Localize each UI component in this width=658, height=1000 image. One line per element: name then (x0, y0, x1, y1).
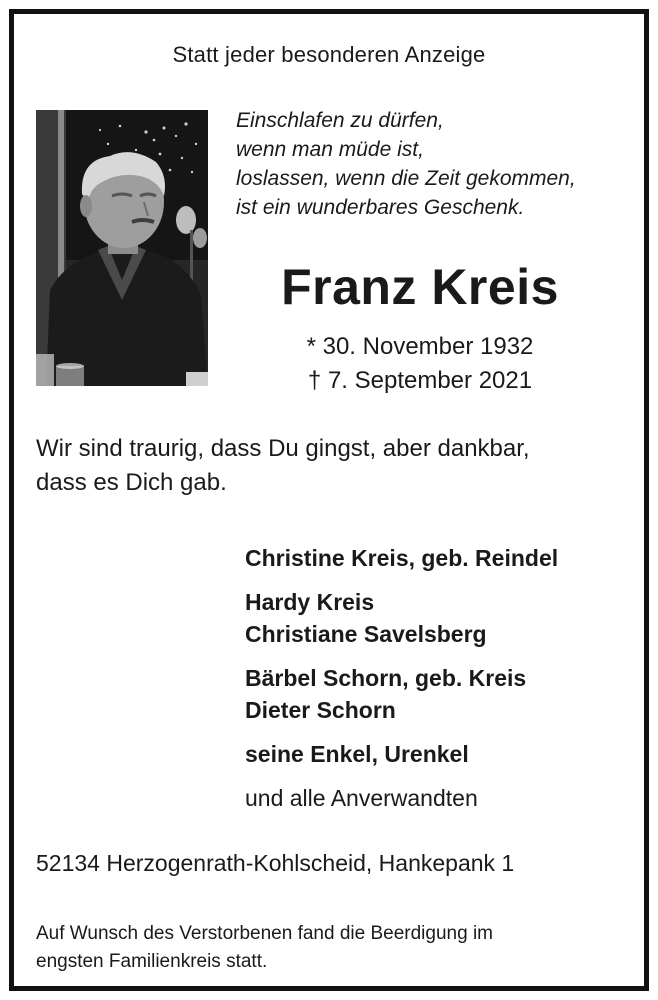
portrait-photo (36, 110, 208, 386)
quote-line: dass es Dich gab. (36, 469, 227, 496)
poem (236, 106, 576, 222)
family-member: Bärbel Schorn, geb. Kreis (245, 665, 527, 691)
family-member: Christiane Savelsberg (245, 621, 487, 647)
family-member: Christine Kreis, geb. Reindel (245, 545, 559, 571)
deceased-name: Franz Kreis (281, 259, 559, 315)
family-member: Hardy Kreis (245, 589, 375, 615)
family-group (245, 662, 558, 726)
poem-line: Einschlafen zu dürfen, (236, 109, 444, 132)
header-line: Statt jeder besonderen Anzeige (172, 42, 486, 67)
address: 52134 Herzogenrath-Kohlscheid, Hankepank 1 (36, 850, 515, 876)
family-group (245, 542, 558, 574)
portrait-photo-icon (36, 110, 208, 386)
poem-line: wenn man müde ist, (236, 138, 424, 161)
quote-line: Wir sind traurig, dass Du gingst, aber dankbar, (36, 435, 530, 462)
relatives-line: und alle Anverwandten (245, 785, 478, 811)
family-group (245, 738, 558, 770)
death-date: † 7. September 2021 (307, 367, 533, 394)
birth-date: * 30. November 1932 (306, 333, 534, 360)
family-group (245, 586, 558, 650)
life-dates (210, 330, 630, 398)
note-line: engsten Familienkreis statt. (36, 951, 268, 972)
memorial-quote (36, 432, 530, 500)
family-member: Dieter Schorn (245, 697, 396, 723)
poem-line: loslassen, wenn die Zeit gekommen, (236, 167, 576, 190)
poem-line: ist ein wunderbares Geschenk. (236, 196, 525, 219)
note-line: Auf Wunsch des Verstorbenen fand die Beerdigung im (36, 923, 493, 944)
family-member: seine Enkel, Urenkel (245, 741, 469, 767)
funeral-note (36, 920, 493, 976)
family-list (245, 542, 558, 814)
obituary-frame (9, 9, 649, 991)
